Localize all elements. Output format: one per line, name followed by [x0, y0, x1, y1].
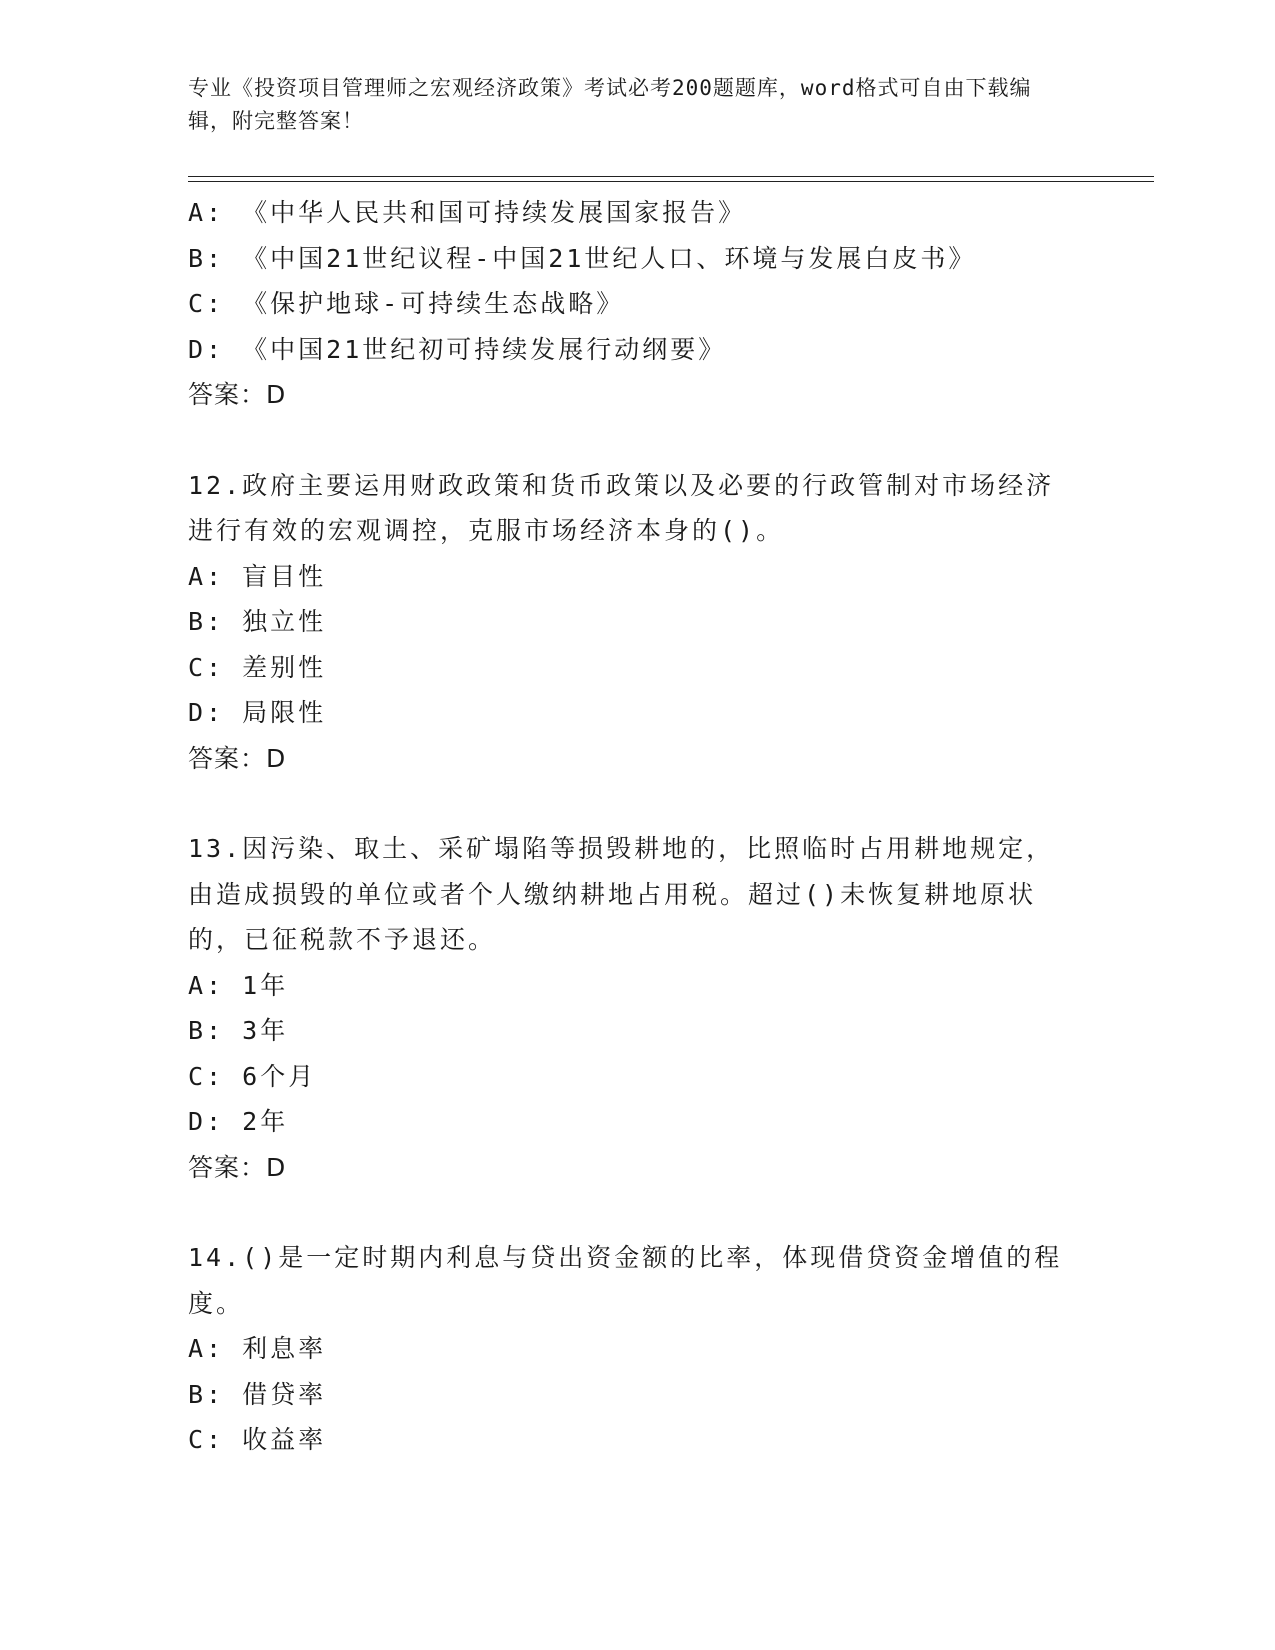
question-text-line: 12.政府主要运用财政政策和货币政策以及必要的行政管制对市场经济 [188, 470, 1055, 500]
option-d: D: 2年 [188, 1107, 289, 1136]
spacer [188, 418, 1088, 463]
option-c: C: 收益率 [188, 1425, 327, 1454]
option-c: C: 《保护地球-可持续生态战略》 [188, 289, 625, 318]
question-14-block [188, 1235, 1088, 1463]
option-b: B: 借贷率 [188, 1379, 327, 1409]
spacer [188, 781, 1088, 826]
option-d: D: 《中国21世纪初可持续发展行动纲要》 [188, 334, 727, 364]
question-12-block [188, 463, 1088, 782]
question-list [188, 190, 1088, 1463]
header-divider-top [188, 176, 1154, 177]
answer-line: 答案：D [188, 743, 287, 773]
document-header-note: 专业《投资项目管理师之宏观经济政策》考试必考200题题库，word格式可自由下载编辑，附完整答案！ [188, 76, 1032, 133]
option-b: B: 《中国21世纪议程-中国21世纪人口、环境与发展白皮书》 [188, 243, 977, 273]
option-a: A: 1年 [188, 970, 289, 1000]
question-11-block [188, 190, 1088, 418]
question-text-line: 进行有效的宏观调控，克服市场经济本身的()。 [188, 516, 785, 545]
option-a: A: 《中华人民共和国可持续发展国家报告》 [188, 198, 747, 227]
option-a: A: 利息率 [188, 1334, 327, 1363]
option-c: C: 6个月 [188, 1061, 317, 1091]
answer-line: 答案：D [188, 380, 287, 409]
spacer [188, 1190, 1088, 1235]
option-b: B: 独立性 [188, 607, 327, 636]
header-divider-bottom [188, 181, 1154, 182]
answer-line: 答案：D [188, 1152, 287, 1182]
question-13-block [188, 826, 1088, 1190]
question-text-line: 由造成损毁的单位或者个人缴纳耕地占用税。超过()未恢复耕地原状 [188, 879, 1037, 909]
option-c: C: 差别性 [188, 652, 327, 682]
option-a: A: 盲目性 [188, 561, 327, 591]
question-text-line: 的，已征税款不予退还。 [188, 925, 497, 954]
option-b: B: 3年 [188, 1016, 289, 1045]
question-text-line: 13.因污染、取土、采矿塌陷等损毁耕地的，比照临时占用耕地规定， [188, 834, 1055, 863]
option-d: D: 局限性 [188, 698, 327, 727]
question-text-line: 度。 [188, 1288, 245, 1318]
question-text-line: 14.()是一定时期内利息与贷出资金额的比率，体现借贷资金增值的程 [188, 1243, 1063, 1272]
